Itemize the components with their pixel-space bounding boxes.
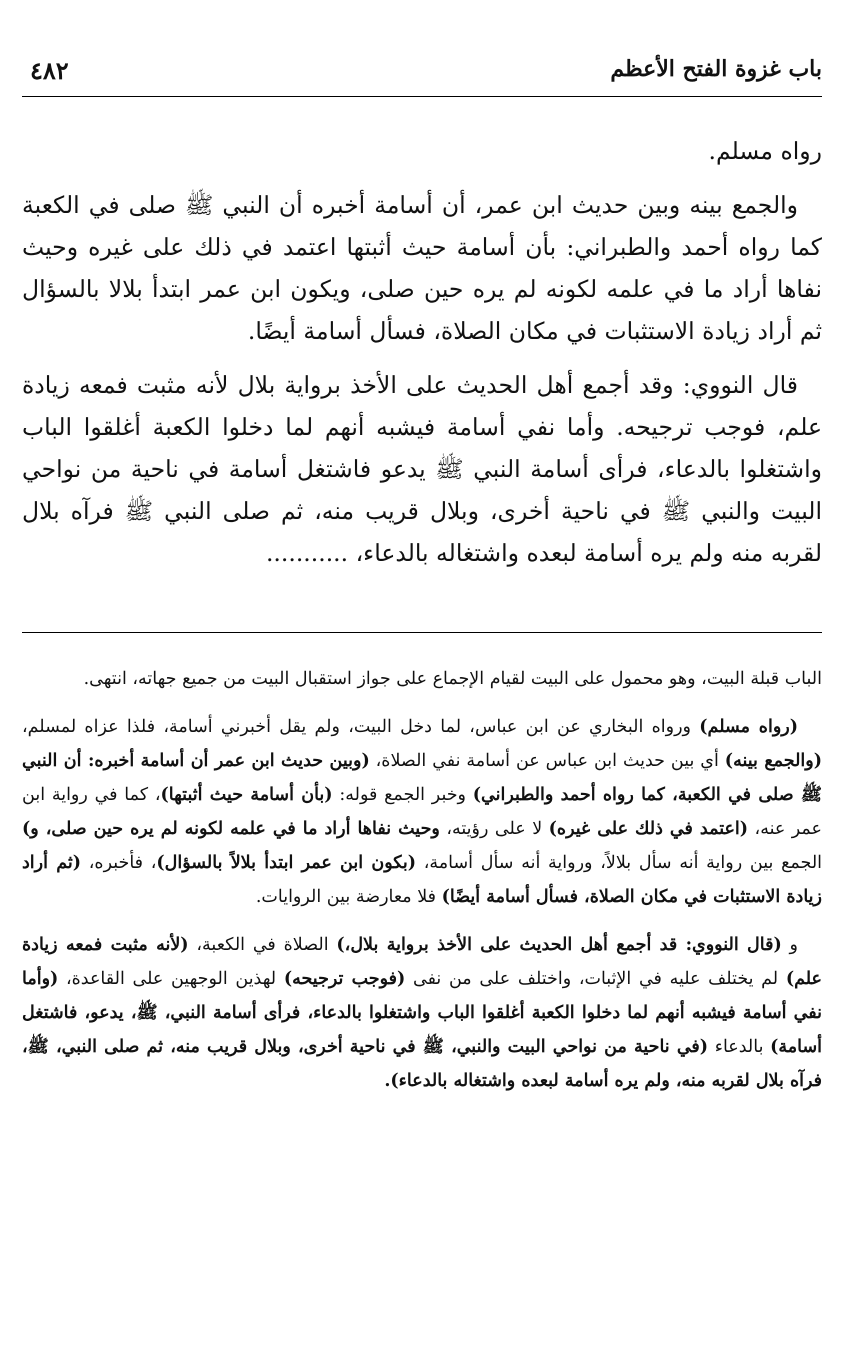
bold-quote-run: (والجمع بينه) [724, 751, 822, 771]
bold-quote-run: (فوجب ترجيحه) [283, 969, 406, 989]
commentary-text [22, 662, 822, 1112]
text-run: لم يختلف عليه في الإثبات، واختلف على من نفى [405, 969, 786, 989]
main-paragraph-2: والجمع بينه وبين حديث ابن عمر، أن أسامة أخبره أن النبي ﷺ صلى في الكعبة كما رواه أحمد والطبراني: بأن أسامة حيث أثبتها اعتمد في ذلك على غيره وحيث نفاها أراد ما في علمه لكونه لم يره حين صلى، ويكون ابن عمر ابتدأ بلالا بالسؤال ثم أراد زيادة الاستثبات في مكان الصلاة، فسأل أسامة أيضًا. [22, 191, 822, 345]
bold-quote-run: (في ناحية من نواحي البيت والنبي، ﷺ في ناحية أخرى، وبلال قريب منه، ثم صلى النبي، ﷺ، فرآه بلال لقربه منه، ولم يره أسامة لبعده واشتغاله بالدعاء). [22, 1037, 822, 1091]
header-divider [22, 96, 822, 97]
book-page [22, 0, 822, 1360]
text-run: الصلاة في الكعبة، [188, 935, 337, 955]
chapter-title: باب غزوة الفتح الأعظم [610, 56, 822, 82]
bold-quote-run: (اعتمد في ذلك على غيره) [548, 819, 749, 839]
bold-quote-run: (ثم أراد زيادة الاستثبات في مكان الصلاة، فسأل أسامة أيضًا) [22, 853, 822, 907]
page-number: ٤٨٢ [30, 56, 69, 85]
commentary-paragraph-2 [22, 710, 822, 914]
footnote-divider [22, 632, 822, 633]
bold-quote-run: (بأن أسامة حيث أثبتها) [160, 785, 333, 805]
text-run: الجمع بين رواية أنه سأل بلالاً، ورواية أنه سأل أسامة، [416, 853, 823, 873]
commentary-paragraph-3 [22, 928, 822, 1098]
text-run: فلا معارضة بين الروايات. [255, 887, 442, 907]
text-run: ، كما في رواية ابن عمر عنه، [22, 785, 822, 839]
bold-quote-run: (قال النووي: قد أجمع أهل الحديث على الأخذ برواية بلال،) [336, 935, 782, 955]
text-run: وخبر الجمع قوله: [332, 785, 473, 805]
text-run: لا على رؤيته، [439, 819, 549, 839]
bold-quote-run: (وأما نفي أسامة فيشبه أنهم لما دخلوا الكعبة أغلقوا الباب واشتغلوا بالدعاء، فرأى أسامة النبي، ﷺ، يدعو، فاشتغل أسامة) [22, 969, 822, 1057]
main-paragraph-1: رواه مسلم. [708, 137, 822, 165]
text-run: ورواه البخاري عن ابن عباس، لما دخل البيت، ولم يقل أخبرني أسامة، فلذا عزاه لمسلم، [22, 717, 700, 737]
bold-quote-run: (بكون ابن عمر ابتدأ بلالاً بالسؤال) [156, 853, 417, 873]
text-run: ، فأخبره، [81, 853, 157, 873]
bold-quote-run: (رواه مسلم) [699, 717, 798, 737]
bold-quote-run: (لأنه مثبت فمعه زيادة علم) [22, 935, 822, 989]
text-run: لهذين الوجهين على القاعدة، [58, 969, 284, 989]
commentary-paragraph-1: الباب قبلة البيت، وهو محمول على البيت لقيام الإجماع على جواز استقبال البيت من جميع جهاته، انتهى. [83, 669, 822, 689]
text-run: بالدعاء [708, 1037, 771, 1057]
text-run: أي بين حديث ابن عباس عن أسامة نفي الصلاة، [369, 751, 725, 771]
main-paragraph-3: قال النووي: وقد أجمع أهل الحديث على الأخذ برواية بلال لأنه مثبت فمعه زيادة علم، فوجب ترجيحه. وأما نفي أسامة فيشبه أنهم لما دخلوا الكعبة أغلقوا الباب واشتغلوا بالدعاء، فرأى أسامة النبي ﷺ يدعو فاشتغل أسامة في ناحية من نواحي البيت والنبي ﷺ في ناحية أخرى، وبلال قريب منه، ثم صلى النبي ﷺ فرآه بلال لقربه منه ولم يره أسامة لبعده واشتغاله بالدعاء، ........... [22, 371, 822, 567]
bold-quote-run: (وبين حديث ابن عمر أن أسامة أخبره: أن النبي ﷺ صلى في الكعبة، كما رواه أحمد والطبراني) [22, 751, 822, 805]
page-header [22, 52, 822, 92]
main-text [22, 130, 822, 586]
bold-quote-run: وحيث نفاها أراد ما في علمه لكونه لم يره حين صلى، و) [22, 819, 440, 839]
text-run: و [781, 935, 798, 955]
